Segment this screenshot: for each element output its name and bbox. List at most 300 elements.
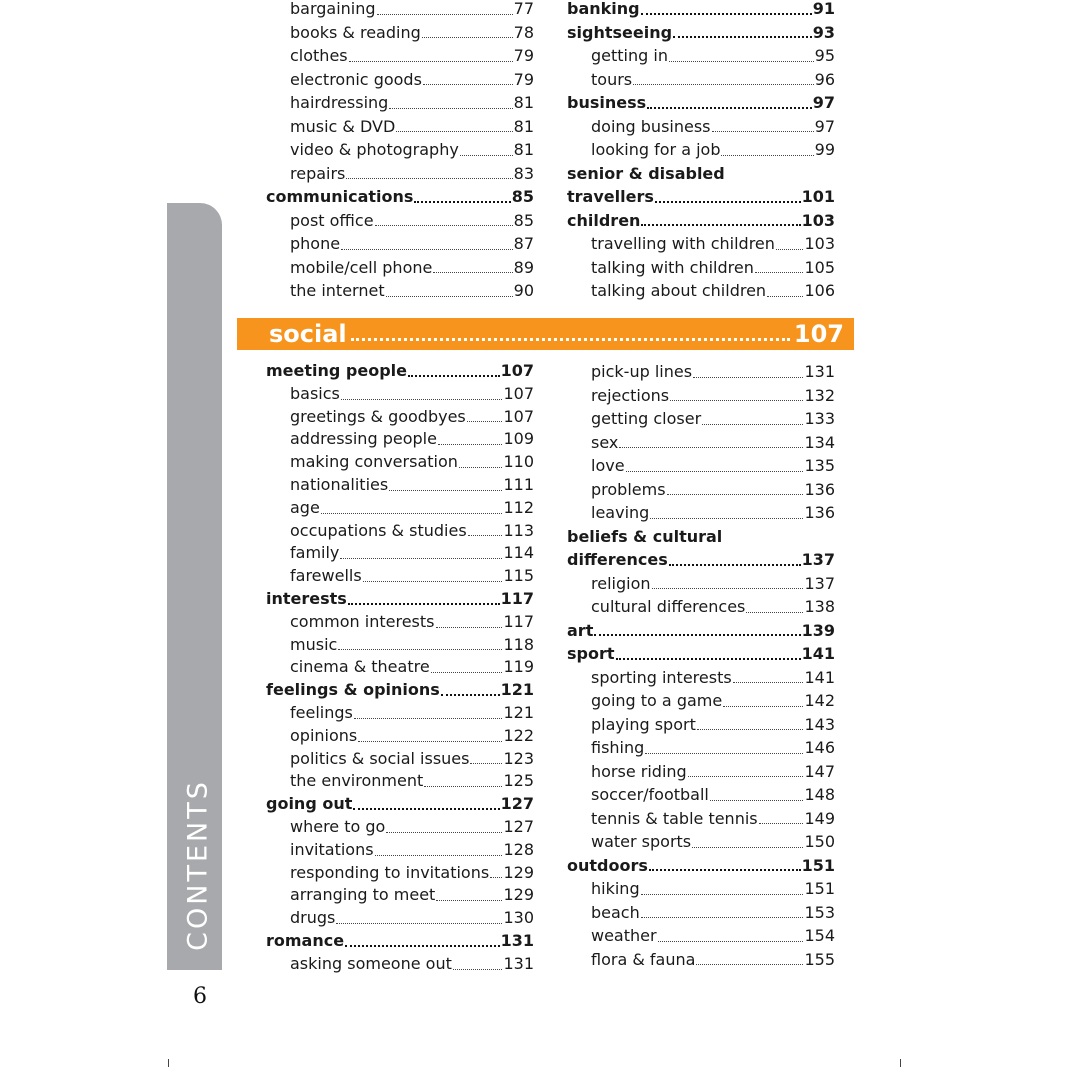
toc-entry-page: 101 <box>801 187 835 206</box>
toc-entry[interactable] <box>567 162 835 186</box>
toc-entry-label: playing sport <box>591 714 696 734</box>
leader-dots <box>693 377 803 378</box>
toc-entry[interactable] <box>567 642 835 666</box>
toc-entry-label: weather <box>591 926 657 945</box>
toc-entry-page: 122 <box>503 725 534 745</box>
toc-entry-label: soccer/football <box>591 785 709 804</box>
toc-entry[interactable] <box>567 44 835 68</box>
leader-dots <box>386 296 513 297</box>
toc-entry-page: 149 <box>804 808 835 828</box>
toc-entry[interactable] <box>567 232 835 256</box>
leader-dots <box>375 225 513 226</box>
leader-dots <box>345 945 500 947</box>
toc-entry[interactable] <box>266 679 534 702</box>
toc-entry-page: 85 <box>511 187 534 206</box>
toc-entry-label: where to go <box>290 816 386 836</box>
leader-dots <box>755 272 804 273</box>
toc-entry[interactable] <box>567 431 835 455</box>
toc-entry[interactable] <box>266 611 534 634</box>
toc-entry-label: hairdressing <box>290 93 389 112</box>
toc-entry-page: 79 <box>513 46 534 65</box>
toc-entry-label: communications <box>266 187 414 206</box>
leader-dots <box>697 729 804 730</box>
leader-dots <box>431 672 503 673</box>
toc-entry-label: clothes <box>290 46 348 65</box>
toc-entry[interactable] <box>567 948 835 972</box>
toc-entry-page: 130 <box>503 908 534 928</box>
toc-entry[interactable] <box>266 232 534 256</box>
toc-entry-label: outdoors <box>567 855 648 875</box>
toc-entry[interactable] <box>567 548 835 572</box>
toc-entry-page: 107 <box>503 406 534 426</box>
toc-entry-page: 141 <box>804 667 835 687</box>
toc-entry-page: 97 <box>812 93 835 112</box>
toc-entry-page: 106 <box>804 281 835 300</box>
toc-entry-page: 81 <box>513 93 534 112</box>
leader-dots <box>721 155 813 156</box>
toc-entry-page: 117 <box>503 611 534 631</box>
leader-dots <box>767 296 803 297</box>
toc-entry[interactable] <box>266 44 534 68</box>
toc-entry-label: the internet <box>290 281 385 300</box>
leader-dots <box>673 36 812 38</box>
toc-entry[interactable] <box>567 501 835 525</box>
toc-entry[interactable] <box>567 454 835 478</box>
toc-entry-page: 127 <box>503 816 534 836</box>
toc-entry[interactable] <box>266 256 534 280</box>
toc-entry[interactable] <box>567 478 835 502</box>
toc-entry-label: banking <box>567 0 640 18</box>
toc-entry[interactable] <box>266 209 534 233</box>
toc-entry[interactable] <box>266 520 534 543</box>
toc-entry-label: feelings <box>290 702 353 722</box>
toc-entry-page: 142 <box>804 691 835 710</box>
leader-dots <box>650 518 803 519</box>
toc-entry[interactable] <box>567 407 835 431</box>
toc-entry[interactable] <box>567 689 835 713</box>
toc-entry-page: 111 <box>503 474 534 494</box>
leader-dots <box>649 869 801 871</box>
toc-entry-label: family <box>290 543 340 563</box>
toc-entry-page: 118 <box>503 634 534 654</box>
toc-entry[interactable] <box>266 770 534 793</box>
toc-entry-page: 89 <box>513 257 534 277</box>
leader-dots <box>441 694 500 696</box>
toc-entry-page: 79 <box>513 69 534 89</box>
toc-entry-page: 131 <box>804 362 835 381</box>
leader-dots <box>340 558 502 559</box>
toc-entry-label: travelling with children <box>591 234 775 253</box>
toc-entry[interactable] <box>266 360 534 383</box>
toc-entry-label: age <box>290 497 320 517</box>
toc-entry-page: 77 <box>513 0 534 18</box>
leader-dots <box>375 855 503 856</box>
leader-dots <box>616 658 801 660</box>
toc-entry-label: mobile/cell phone <box>290 257 433 277</box>
toc-entry-page: 95 <box>814 46 835 65</box>
toc-entry-page: 129 <box>503 885 534 905</box>
leader-dots <box>723 706 803 707</box>
toc-entry-label: video & photography <box>290 140 459 159</box>
toc-entry-label: hiking <box>591 879 640 898</box>
toc-entry-page: 113 <box>503 520 534 540</box>
leader-dots <box>641 224 800 226</box>
toc-entry[interactable] <box>266 748 534 771</box>
leader-dots <box>641 917 804 918</box>
toc-entry[interactable] <box>567 666 835 690</box>
toc-entry[interactable] <box>266 68 534 92</box>
toc-entry[interactable] <box>266 383 534 406</box>
toc-entry-page: 93 <box>812 22 835 42</box>
leader-dots <box>321 513 503 514</box>
toc-entry[interactable] <box>266 565 534 588</box>
toc-entry-label: beliefs & cultural <box>567 526 723 546</box>
leader-dots <box>470 763 502 764</box>
toc-entry[interactable] <box>567 760 835 784</box>
leader-dots <box>460 155 513 156</box>
toc-entry[interactable] <box>567 279 835 303</box>
toc-entry-page: 141 <box>801 644 835 663</box>
leader-dots <box>655 201 801 203</box>
toc-entry-label: farewells <box>290 566 362 586</box>
toc-entry-page: 96 <box>814 69 835 89</box>
leader-dots <box>619 447 803 448</box>
toc-entry-page: 131 <box>503 953 534 973</box>
toc-entry[interactable] <box>266 115 534 139</box>
toc-entry[interactable] <box>567 185 835 209</box>
toc-entry[interactable] <box>266 91 534 115</box>
crop-mark-left <box>168 1059 169 1067</box>
toc-entry[interactable] <box>567 360 835 384</box>
toc-entry[interactable] <box>266 0 534 21</box>
toc-entry-label: common interests <box>290 611 435 631</box>
section-title: social <box>269 320 347 348</box>
toc-entry-page: 151 <box>801 855 835 875</box>
leader-dots <box>776 249 804 250</box>
toc-entry[interactable] <box>567 525 835 549</box>
toc-entry[interactable] <box>567 830 835 854</box>
leader-dots <box>702 424 803 425</box>
toc-entry-label: pick-up lines <box>591 362 693 381</box>
toc-entry-page: 133 <box>804 409 835 428</box>
leader-dots <box>626 471 804 472</box>
toc-entry-page: 103 <box>804 234 835 253</box>
toc-entry-label: sightseeing <box>567 22 673 42</box>
leader-dots <box>338 649 502 650</box>
toc-entry[interactable] <box>266 816 534 839</box>
toc-entry-label: problems <box>591 479 666 499</box>
toc-entry-label: going to a game <box>591 691 723 710</box>
leader-dots <box>645 753 803 754</box>
toc-entry-label: travellers <box>567 187 654 206</box>
toc-entry-page: 123 <box>503 748 534 768</box>
leader-dots <box>453 969 503 970</box>
toc-entry-label: feelings & opinions <box>266 680 440 700</box>
toc-entry[interactable] <box>266 793 534 816</box>
leader-dots <box>669 61 814 62</box>
toc-entry-page: 139 <box>801 620 835 640</box>
toc-entry-label: flora & fauna <box>591 949 696 969</box>
leader-dots <box>377 14 513 15</box>
toc-entry[interactable] <box>266 162 534 186</box>
leader-dots <box>692 847 803 848</box>
toc-entry-page: 136 <box>804 479 835 499</box>
toc-entry-page: 150 <box>804 832 835 851</box>
toc-entry-page: 155 <box>804 949 835 969</box>
toc-entry-page: 81 <box>513 116 534 136</box>
toc-entry-label: rejections <box>591 385 670 405</box>
toc-entry[interactable] <box>567 924 835 948</box>
toc-entry-label: fishing <box>591 738 645 757</box>
toc-entry-label: looking for a job <box>591 140 721 159</box>
toc-entry[interactable] <box>266 451 534 474</box>
toc-entry[interactable] <box>567 619 835 643</box>
leader-dots <box>423 84 513 85</box>
toc-entry-label: the environment <box>290 771 424 791</box>
toc-entry-label: differences <box>567 550 668 569</box>
toc-entry[interactable] <box>567 783 835 807</box>
toc-entry[interactable] <box>567 901 835 925</box>
leader-dots <box>346 178 512 179</box>
toc-entry[interactable] <box>266 138 534 162</box>
toc-entry-label: repairs <box>290 163 346 183</box>
toc-entry-label: books & reading <box>290 22 421 42</box>
leader-dots <box>710 800 804 801</box>
toc-entry-page: 83 <box>513 163 534 183</box>
toc-entry[interactable] <box>567 209 835 233</box>
toc-entry-label: water sports <box>591 832 692 851</box>
toc-entry-page: 125 <box>503 771 534 791</box>
toc-entry-page: 97 <box>814 116 835 136</box>
toc-entry-page: 127 <box>500 794 534 814</box>
toc-entry[interactable] <box>266 588 534 611</box>
toc-entry-page: 114 <box>503 543 534 563</box>
toc-entry-page: 85 <box>513 210 534 230</box>
toc-entry-page: 128 <box>503 839 534 859</box>
toc-entry-page: 153 <box>804 902 835 922</box>
toc-column-bottom-right <box>567 360 835 971</box>
toc-entry-label: leaving <box>591 503 650 522</box>
toc-entry-label: post office <box>290 210 374 230</box>
toc-entry[interactable] <box>567 595 835 619</box>
toc-entry-label: bargaining <box>290 0 376 18</box>
toc-column-top-left <box>266 0 534 303</box>
leader-dots <box>459 467 503 468</box>
toc-entry[interactable] <box>266 930 534 953</box>
toc-entry[interactable] <box>567 115 835 139</box>
leader-dots <box>389 108 512 109</box>
leader-dots <box>424 786 502 787</box>
toc-entry[interactable] <box>266 406 534 429</box>
toc-entry-label: opinions <box>290 725 358 745</box>
toc-entry[interactable] <box>567 21 835 45</box>
toc-entry[interactable] <box>567 877 835 901</box>
toc-entry-page: 87 <box>513 234 534 253</box>
toc-entry-label: talking about children <box>591 281 767 300</box>
toc-entry-label: cultural differences <box>591 597 746 616</box>
toc-entry[interactable] <box>266 279 534 303</box>
toc-entry[interactable] <box>266 656 534 679</box>
toc-entry-label: business <box>567 93 647 112</box>
toc-entry[interactable] <box>266 862 534 885</box>
toc-entry-label: children <box>567 210 641 230</box>
leader-dots <box>759 823 804 824</box>
leader-dots <box>414 201 510 203</box>
toc-entry-label: asking someone out <box>290 953 452 973</box>
toc-entry-label: making conversation <box>290 452 458 472</box>
toc-entry[interactable] <box>266 884 534 907</box>
toc-entry-page: 78 <box>513 22 534 42</box>
toc-entry-label: sporting interests <box>591 667 732 687</box>
toc-entry-page: 135 <box>804 456 835 475</box>
toc-entry[interactable] <box>266 634 534 657</box>
section-leader-dots <box>351 338 790 341</box>
toc-entry[interactable] <box>266 542 534 565</box>
leader-dots <box>341 249 513 250</box>
leader-dots <box>669 564 801 566</box>
toc-entry[interactable] <box>567 807 835 831</box>
leader-dots <box>389 490 502 491</box>
section-heading-bar[interactable] <box>237 318 854 350</box>
leader-dots <box>467 421 503 422</box>
toc-entry[interactable] <box>567 256 835 280</box>
toc-entry[interactable] <box>266 185 534 209</box>
toc-entry-page: 132 <box>804 385 835 405</box>
leader-dots <box>438 444 503 445</box>
toc-entry[interactable] <box>266 21 534 45</box>
toc-entry-label: music <box>290 634 338 654</box>
toc-entry-page: 119 <box>503 657 534 677</box>
toc-entry-label: responding to invitations <box>290 862 490 882</box>
leader-dots <box>433 272 512 273</box>
page-number: 6 <box>193 984 207 1009</box>
toc-entry-page: 136 <box>804 503 835 522</box>
toc-entry-label: sex <box>591 432 619 452</box>
toc-entry[interactable] <box>266 702 534 725</box>
leader-dots <box>652 588 804 589</box>
toc-entry[interactable] <box>266 953 534 976</box>
toc-entry-page: 110 <box>503 452 534 472</box>
toc-entry-page: 117 <box>500 588 534 608</box>
leader-dots <box>733 682 804 683</box>
leader-dots <box>641 894 804 895</box>
leader-dots <box>354 718 503 719</box>
leader-dots <box>490 877 502 878</box>
leader-dots <box>436 900 502 901</box>
leader-dots <box>641 13 812 15</box>
leader-dots <box>712 131 814 132</box>
toc-entry[interactable] <box>567 854 835 878</box>
toc-entry[interactable] <box>567 138 835 162</box>
toc-entry-page: 99 <box>814 140 835 159</box>
toc-entry[interactable] <box>567 384 835 408</box>
toc-entry-page: 131 <box>500 930 534 950</box>
leader-dots <box>358 741 502 742</box>
toc-entry-page: 151 <box>804 879 835 898</box>
leader-dots <box>746 612 803 613</box>
toc-entry-page: 138 <box>804 597 835 616</box>
leader-dots <box>341 399 503 400</box>
leader-dots <box>408 375 500 377</box>
toc-entry-label: invitations <box>290 839 374 859</box>
toc-entry-label: interests <box>266 588 347 608</box>
toc-entry-page: 137 <box>801 550 835 569</box>
toc-entry[interactable] <box>266 907 534 930</box>
toc-entry-page: 143 <box>804 714 835 734</box>
toc-entry-label: meeting people <box>266 361 408 380</box>
toc-entry[interactable] <box>266 839 534 862</box>
leader-dots <box>647 107 812 109</box>
toc-entry-label: romance <box>266 930 345 950</box>
toc-entry-label: getting in <box>591 46 668 65</box>
toc-entry[interactable] <box>266 497 534 520</box>
toc-entry-label: getting closer <box>591 409 702 428</box>
toc-entry-label: talking with children <box>591 257 754 277</box>
toc-entry-label: tennis & table tennis <box>591 808 758 828</box>
leader-dots <box>436 627 503 628</box>
toc-entry-page: 103 <box>801 210 835 230</box>
leader-dots <box>667 494 804 495</box>
toc-column-bottom-left <box>266 360 534 976</box>
toc-entry-page: 121 <box>500 680 534 700</box>
toc-entry-label: senior & disabled <box>567 163 725 183</box>
toc-entry-page: 134 <box>804 432 835 452</box>
leader-dots <box>670 400 803 401</box>
toc-entry-label: basics <box>290 383 340 403</box>
toc-entry-label: doing business <box>591 116 711 136</box>
toc-entry-label: greetings & goodbyes <box>290 406 466 426</box>
toc-entry-page: 112 <box>503 497 534 517</box>
leader-dots <box>594 634 800 636</box>
toc-entry[interactable] <box>567 572 835 596</box>
toc-entry[interactable] <box>266 428 534 451</box>
toc-entry[interactable] <box>567 713 835 737</box>
toc-entry-label: phone <box>290 234 341 253</box>
toc-column-top-right <box>567 0 835 303</box>
toc-entry-label: arranging to meet <box>290 885 436 905</box>
toc-entry-label: art <box>567 620 594 640</box>
toc-entry-label: drugs <box>290 908 336 928</box>
toc-entry-label: occupations & studies <box>290 520 467 540</box>
toc-entry[interactable] <box>567 736 835 760</box>
toc-entry-page: 147 <box>804 761 835 781</box>
crop-mark-right <box>900 1059 901 1067</box>
leader-dots <box>386 832 502 833</box>
toc-entry-page: 91 <box>812 0 835 18</box>
toc-entry-label: electronic goods <box>290 69 422 89</box>
toc-entry-label: politics & social issues <box>290 748 470 768</box>
toc-entry-page: 121 <box>503 702 534 722</box>
toc-entry-page: 137 <box>804 573 835 593</box>
leader-dots <box>353 808 499 810</box>
toc-entry-page: 154 <box>804 926 835 945</box>
toc-entry-page: 148 <box>804 785 835 804</box>
toc-entry-page: 129 <box>503 862 534 882</box>
toc-entry[interactable] <box>266 474 534 497</box>
leader-dots <box>348 603 500 605</box>
toc-entry[interactable] <box>567 68 835 92</box>
toc-entry-page: 90 <box>513 281 534 300</box>
leader-dots <box>696 964 803 965</box>
toc-entry[interactable] <box>567 0 835 21</box>
toc-entry[interactable] <box>567 91 835 115</box>
toc-entry-page: 81 <box>513 140 534 159</box>
toc-entry-label: going out <box>266 794 353 814</box>
toc-entry[interactable] <box>266 725 534 748</box>
leader-dots <box>422 37 513 38</box>
toc-entry-label: love <box>591 456 625 475</box>
toc-entry-page: 105 <box>804 257 835 277</box>
